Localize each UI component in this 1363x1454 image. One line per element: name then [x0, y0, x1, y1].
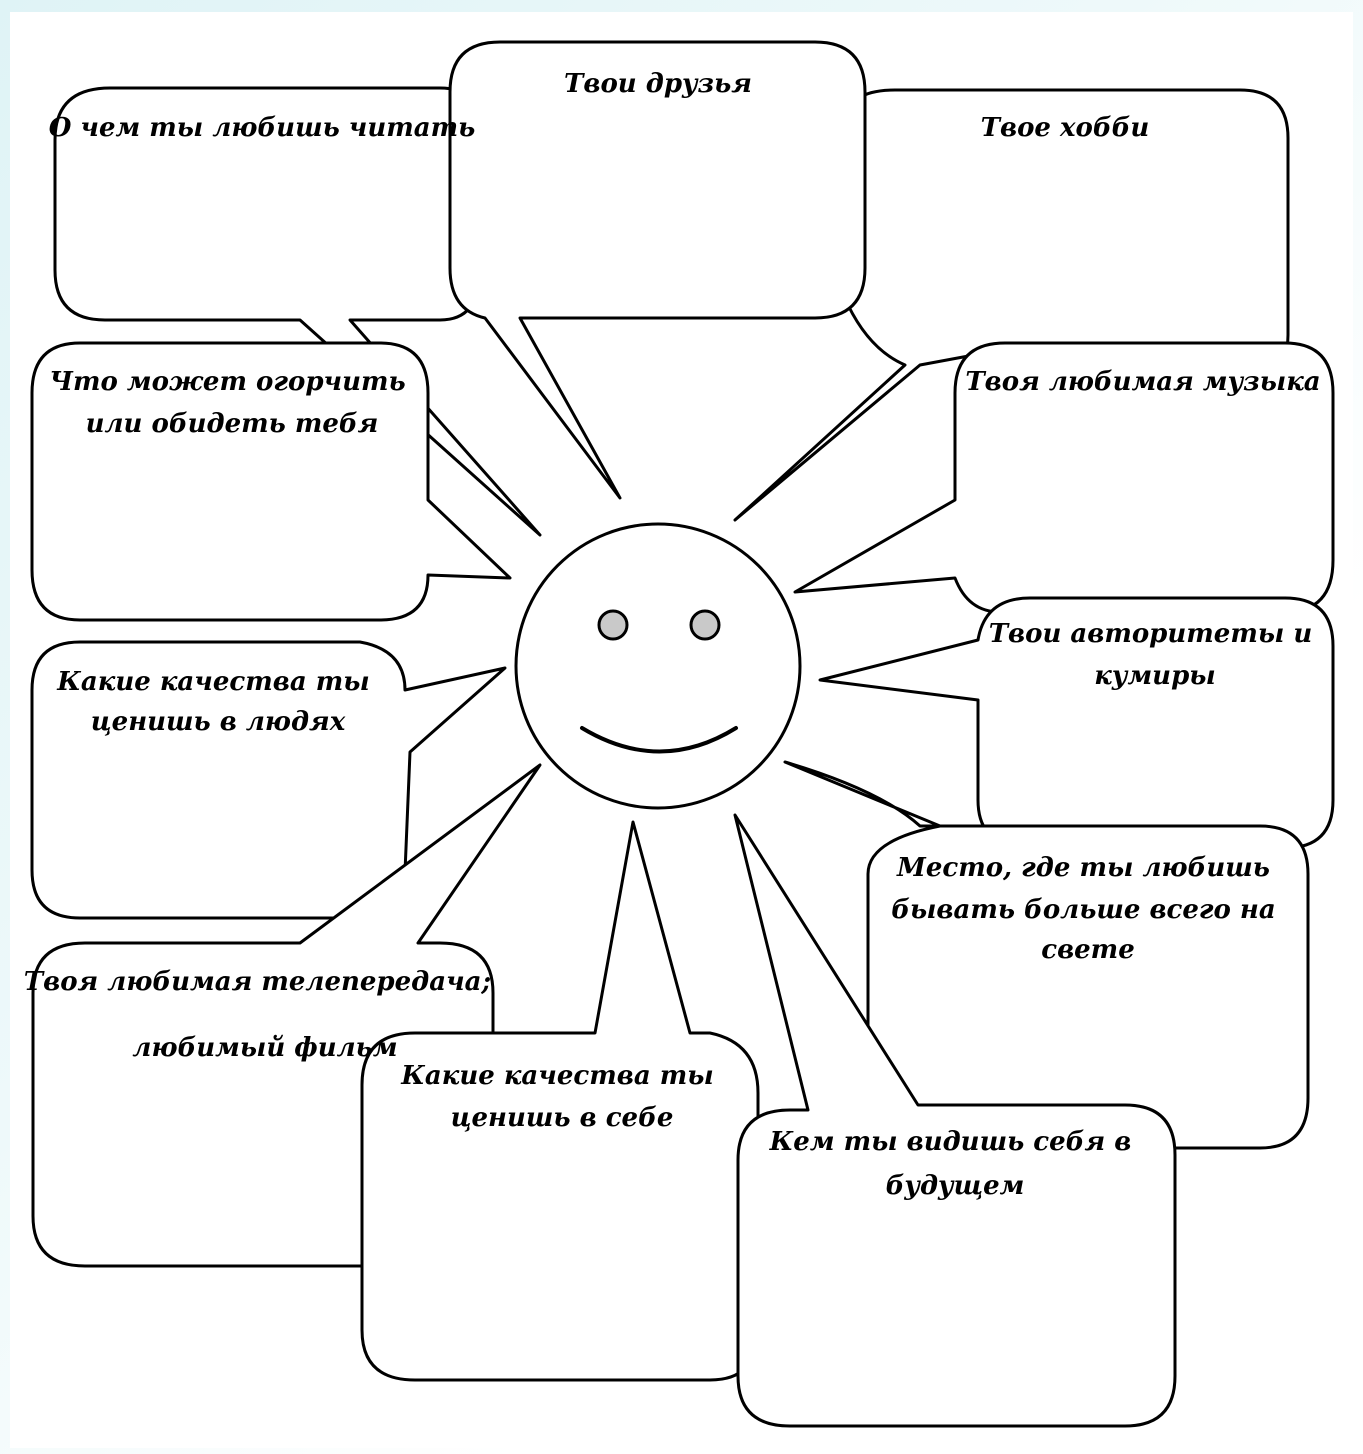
right-eye-icon: [691, 611, 719, 639]
label-hobby: [981, 113, 1150, 143]
label-future-line-2: будущем: [885, 1171, 1025, 1201]
label-place-line-1: Место, где ты любишь: [897, 853, 1270, 883]
label-music-line-1: Твоя любимая музыка: [965, 367, 1321, 397]
label-people-qualities-line-1: Какие качества ты: [57, 667, 370, 697]
label-future-line-1: Кем ты видишь себя в: [769, 1127, 1132, 1157]
label-people-qualities-line-2: ценишь в людях: [90, 707, 346, 737]
label-self-qualities-line-1: Какие качества ты: [401, 1061, 714, 1091]
label-tv-line-2: любимый фильм: [132, 1033, 398, 1063]
face-circle: [516, 524, 800, 808]
label-reading: [49, 113, 476, 143]
label-hobby-line-1: Твое хобби: [980, 113, 1150, 143]
label-reading-line-1: О чем ты любишь читать: [48, 113, 476, 143]
smiley-face: [516, 524, 800, 808]
label-place-line-2: бывать больше всего на: [891, 895, 1276, 925]
label-friends: [564, 69, 752, 99]
label-friends-line-1: Твои друзья: [564, 69, 752, 99]
label-upset-line-1: Что может огорчить: [49, 367, 406, 397]
label-self-qualities-line-2: ценишь в себе: [450, 1103, 674, 1133]
label-idols-line-2: кумиры: [1094, 661, 1216, 691]
label-idols-line-1: Твои авторитеты и: [988, 619, 1313, 649]
left-eye-icon: [599, 611, 627, 639]
label-place-line-3: свете: [1041, 935, 1135, 965]
label-music: [965, 367, 1320, 397]
label-upset-line-2: или обидеть тебя: [85, 409, 379, 439]
label-tv-line-1: Твоя любимая телепередача;: [23, 967, 492, 997]
